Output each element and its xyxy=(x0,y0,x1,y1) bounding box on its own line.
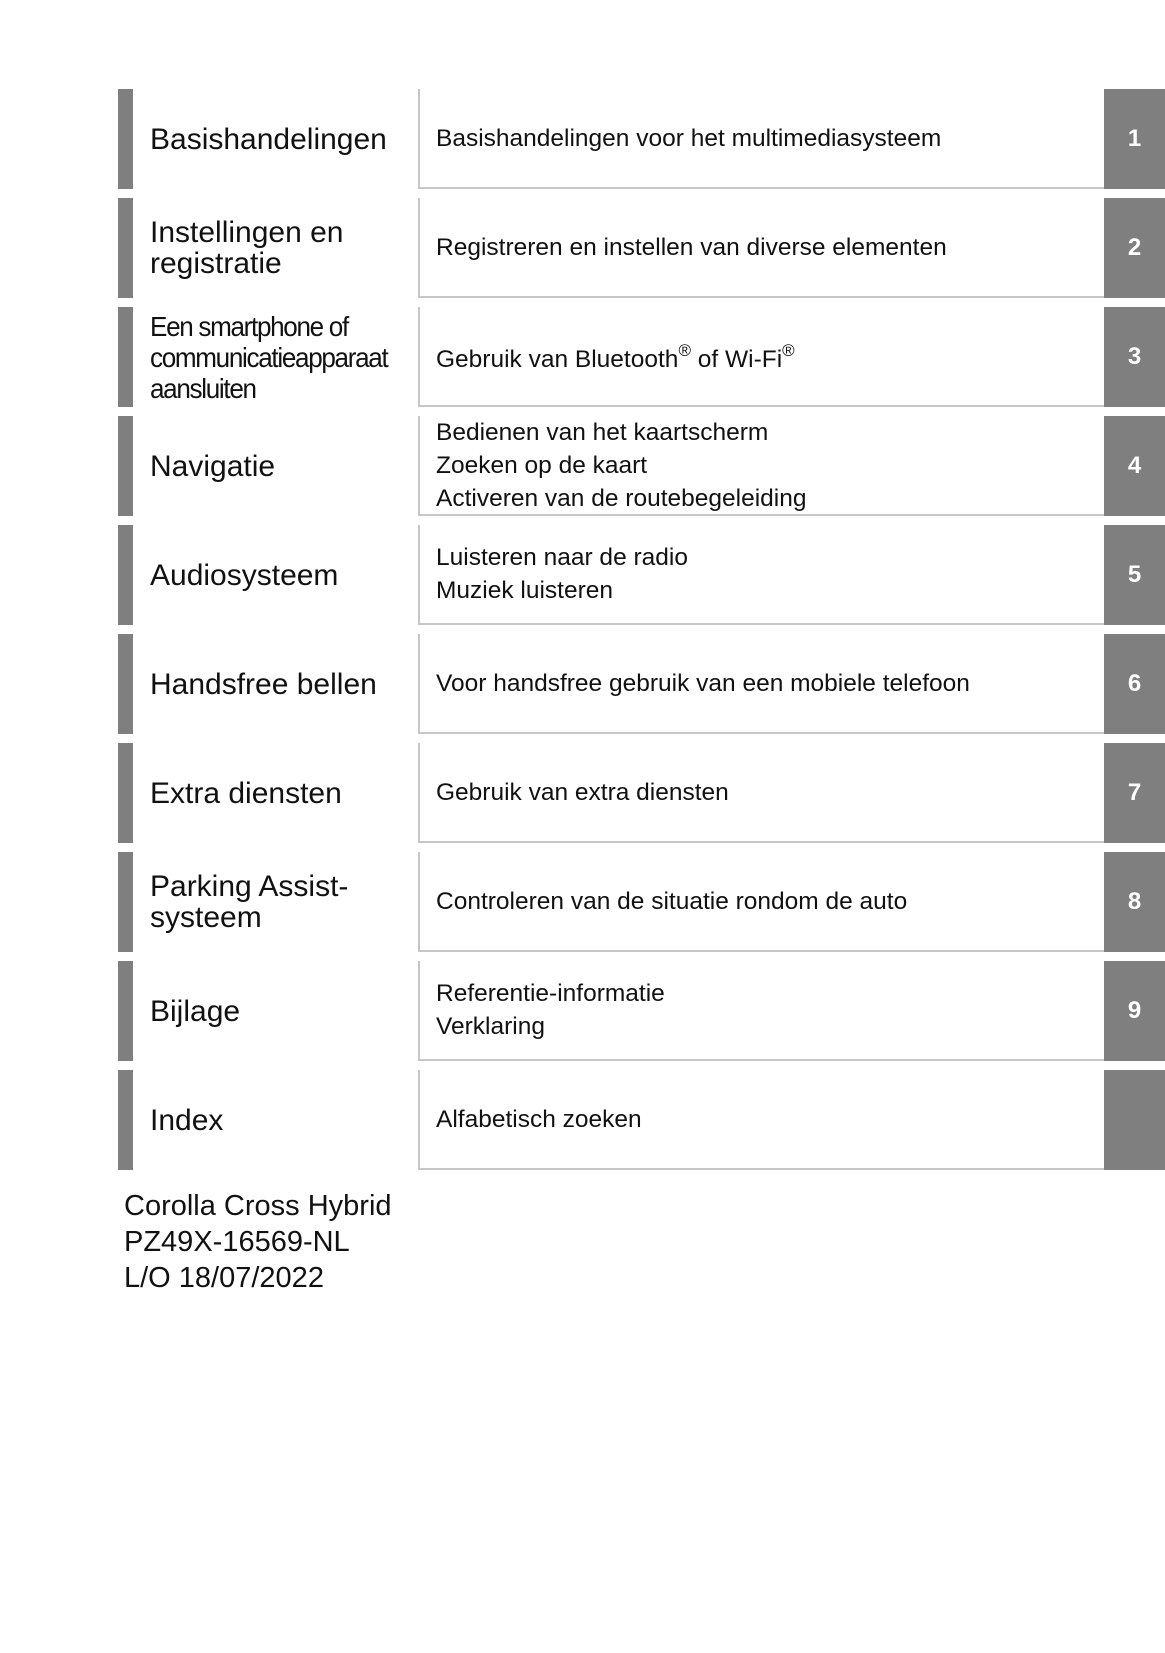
model-name: Corolla Cross Hybrid xyxy=(124,1190,392,1222)
section-description xyxy=(418,634,1104,734)
chapter-number-tab[interactable] xyxy=(1104,852,1165,952)
section-title-line: communicatieapparaat xyxy=(150,341,388,373)
section-title-line: registratie xyxy=(150,247,282,280)
toc-row-3[interactable] xyxy=(118,307,1165,407)
document-code: PZ49X-16569-NL xyxy=(124,1226,350,1258)
description-line: Referentie-informatie xyxy=(436,980,665,1007)
chapter-number: 5 xyxy=(1127,561,1142,588)
section-title-text: Navigatie xyxy=(150,449,276,483)
section-description xyxy=(418,307,1104,407)
section-title xyxy=(150,416,410,516)
chapter-number-tab[interactable] xyxy=(1104,961,1165,1061)
section-description xyxy=(418,89,1104,189)
description-line: Voor handsfree gebruik van een mobiele telefoon xyxy=(436,669,970,697)
description-line: Verklaring xyxy=(436,1013,545,1040)
section-marker-bar xyxy=(118,634,133,734)
description-line: Alfabetisch zoeken xyxy=(436,1105,642,1133)
toc-row-2[interactable] xyxy=(118,198,1165,298)
description-line: Activeren van de routebegeleiding xyxy=(436,484,807,512)
description-line: Basishandelingen voor het multimediasysteem xyxy=(436,124,942,152)
section-description xyxy=(418,525,1104,625)
chapter-number-tab[interactable] xyxy=(1104,634,1165,734)
toc-row-8[interactable] xyxy=(118,852,1165,952)
section-title xyxy=(150,525,410,625)
section-marker-bar xyxy=(118,198,133,298)
toc-row-5[interactable] xyxy=(118,525,1165,625)
toc-row-9[interactable] xyxy=(118,961,1165,1061)
section-title xyxy=(150,852,410,952)
section-title-line: aansluiten xyxy=(150,372,256,404)
section-description xyxy=(418,1070,1104,1170)
section-title xyxy=(150,1070,410,1170)
description-line: Registreren en instellen van diverse elementen xyxy=(436,233,947,261)
chapter-number: 9 xyxy=(1127,997,1142,1024)
document-footer xyxy=(124,1188,392,1296)
chapter-number-tab[interactable] xyxy=(1104,1070,1165,1170)
section-marker-bar xyxy=(118,852,133,952)
section-title-text: Bijlage xyxy=(150,994,241,1028)
toc-row-1[interactable] xyxy=(118,89,1165,189)
chapter-number-tab[interactable] xyxy=(1104,743,1165,843)
registered-mark: ® xyxy=(678,340,691,360)
section-title-text: Extra diensten xyxy=(150,776,342,810)
section-description xyxy=(418,852,1104,952)
section-title xyxy=(150,634,410,734)
chapter-number: 3 xyxy=(1127,343,1142,370)
registered-mark: ® xyxy=(782,340,795,360)
chapter-number-tab[interactable] xyxy=(1104,307,1165,407)
section-description xyxy=(418,961,1104,1061)
section-title xyxy=(150,89,410,189)
section-title-line: Parking Assist- xyxy=(150,870,349,903)
section-title xyxy=(150,198,410,298)
toc-row-7[interactable] xyxy=(118,743,1165,843)
section-title-line: systeem xyxy=(150,901,262,934)
section-marker-bar xyxy=(118,416,133,516)
section-title xyxy=(150,961,410,1061)
description-line: Controleren van de situatie rondom de auto xyxy=(436,887,908,915)
section-title-text: Audiosysteem xyxy=(150,558,339,592)
chapter-number: 2 xyxy=(1127,234,1142,261)
description-line xyxy=(436,336,1104,376)
section-description xyxy=(418,743,1104,843)
section-description xyxy=(418,198,1104,298)
description-line: Muziek luisteren xyxy=(436,577,614,604)
bluetooth-text: Gebruik van Bluetooth xyxy=(436,346,679,374)
wifi-text: of Wi-Fi xyxy=(690,346,783,374)
chapter-number: 4 xyxy=(1127,452,1142,479)
section-marker-bar xyxy=(118,89,133,189)
section-title-text: Index xyxy=(150,1103,224,1137)
toc-row-6[interactable] xyxy=(118,634,1165,734)
chapter-number-tab[interactable] xyxy=(1104,525,1165,625)
layout-date: L/O 18/07/2022 xyxy=(124,1262,324,1294)
chapter-number-tab[interactable] xyxy=(1104,416,1165,516)
section-marker-bar xyxy=(118,525,133,625)
section-marker-bar xyxy=(118,1070,133,1170)
section-title-text: Basishandelingen xyxy=(150,122,387,156)
section-title xyxy=(150,743,410,843)
section-title-line: Een smartphone of xyxy=(150,310,348,342)
section-title-line: Instellingen en xyxy=(150,216,344,249)
section-title xyxy=(150,307,429,407)
section-marker-bar xyxy=(118,307,133,407)
chapter-number-tab[interactable] xyxy=(1104,198,1165,298)
chapter-number: 8 xyxy=(1127,888,1142,915)
chapter-number-tab[interactable] xyxy=(1104,89,1165,189)
section-marker-bar xyxy=(118,743,133,843)
section-marker-bar xyxy=(118,961,133,1061)
toc-row-10[interactable] xyxy=(118,1070,1165,1170)
description-line: Gebruik van extra diensten xyxy=(436,778,729,806)
table-of-contents xyxy=(118,89,1165,1179)
description-line: Zoeken op de kaart xyxy=(436,451,648,479)
chapter-number: 6 xyxy=(1127,670,1142,697)
description-line: Luisteren naar de radio xyxy=(436,544,688,571)
description-line: Bedienen van het kaartscherm xyxy=(436,418,769,446)
chapter-number: 1 xyxy=(1127,125,1142,152)
toc-row-4[interactable] xyxy=(118,416,1165,516)
chapter-number: 7 xyxy=(1127,779,1142,806)
section-description xyxy=(418,416,1104,516)
section-title-text: Handsfree bellen xyxy=(150,667,377,701)
